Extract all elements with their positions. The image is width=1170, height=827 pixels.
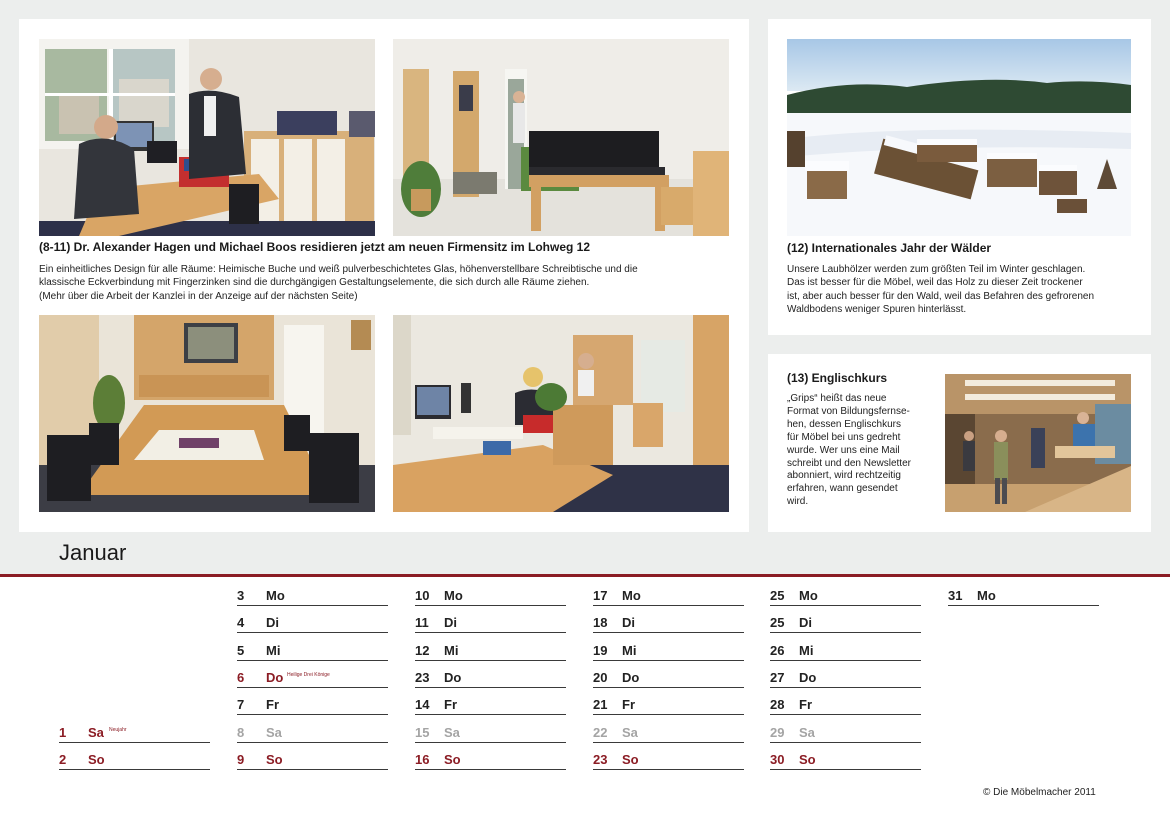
calendar-day bbox=[237, 750, 388, 770]
calendar-day bbox=[415, 613, 566, 633]
day-number: 4 bbox=[237, 615, 245, 630]
calendar-day bbox=[237, 641, 388, 661]
day-weekday: Mi bbox=[444, 643, 459, 658]
day-weekday: Sa bbox=[799, 725, 815, 740]
day-number: 15 bbox=[415, 725, 430, 740]
day-number: 25 bbox=[770, 615, 785, 630]
calendar-day bbox=[593, 586, 744, 606]
photo-entrance-bench bbox=[393, 39, 729, 236]
english-caption-line: wurde. Wer uns eine Mail bbox=[787, 444, 900, 456]
main-photo-panel bbox=[19, 19, 749, 532]
calendar-day bbox=[593, 613, 744, 633]
english-caption-line: für Möbel bei uns gedreht bbox=[787, 431, 901, 443]
day-number: 27 bbox=[770, 670, 785, 685]
forest-caption-line: Das ist besser für die Möbel, weil das Holz zu dieser Zeit trockener bbox=[787, 277, 1083, 289]
calendar-day bbox=[770, 586, 921, 606]
english-caption-line: abonniert, wird rechtzeitig bbox=[787, 470, 901, 482]
calendar-day bbox=[593, 750, 744, 770]
calendar-day bbox=[237, 613, 388, 633]
calendar-day bbox=[770, 750, 921, 770]
calendar-day bbox=[770, 668, 921, 688]
day-weekday: Di bbox=[622, 615, 635, 630]
day-weekday: Di bbox=[266, 615, 279, 630]
photo-conference-room bbox=[39, 315, 375, 512]
day-number: 28 bbox=[770, 697, 785, 712]
day-weekday: Mo bbox=[977, 588, 996, 603]
day-number: 5 bbox=[237, 643, 245, 658]
day-number: 7 bbox=[237, 697, 245, 712]
month-divider bbox=[0, 574, 1170, 577]
holiday-note: Neujahr bbox=[109, 727, 127, 733]
calendar-day bbox=[415, 586, 566, 606]
day-weekday: Di bbox=[444, 615, 457, 630]
calendar-day bbox=[415, 750, 566, 770]
calendar-day bbox=[237, 586, 388, 606]
day-weekday: Sa bbox=[88, 725, 104, 740]
calendar-day bbox=[593, 641, 744, 661]
english-caption-line: Format von Bildungsfernse- bbox=[787, 405, 910, 417]
main-caption-line: klassische Eckverbindung mit Fingerzinken sind die durchgängigen Gestaltungselemente, die sich durch alle Räume ziehen. bbox=[39, 277, 590, 289]
forest-caption-title: (12) Internationales Jahr der Wälder bbox=[787, 241, 992, 255]
forest-panel bbox=[768, 19, 1151, 335]
day-weekday: So bbox=[88, 752, 105, 767]
day-weekday: Do bbox=[622, 670, 640, 685]
day-number: 18 bbox=[593, 615, 608, 630]
day-number: 12 bbox=[415, 643, 430, 658]
day-number: 25 bbox=[770, 588, 785, 603]
day-number: 17 bbox=[593, 588, 608, 603]
copyright: © Die Möbelmacher 2011 bbox=[983, 787, 1096, 798]
holiday-note: Heilige Drei Könige bbox=[287, 672, 330, 678]
day-weekday: Mi bbox=[622, 643, 637, 658]
day-number: 6 bbox=[237, 670, 245, 685]
day-number: 14 bbox=[415, 697, 430, 712]
day-number: 23 bbox=[415, 670, 430, 685]
day-weekday: So bbox=[266, 752, 283, 767]
calendar-day bbox=[770, 613, 921, 633]
english-caption-title: (13) Englischkurs bbox=[787, 371, 888, 385]
english-caption-line: erfahren, wann gesendet bbox=[787, 483, 898, 495]
calendar-day bbox=[770, 641, 921, 661]
day-weekday: Fr bbox=[622, 697, 635, 712]
forest-caption-line: ist, aber auch besser für den Wald, weil das Befahren des gefrorenen bbox=[787, 290, 1095, 302]
month-title: Januar bbox=[59, 540, 127, 565]
day-number: 22 bbox=[593, 725, 608, 740]
day-number: 30 bbox=[770, 752, 785, 767]
day-number: 10 bbox=[415, 588, 430, 603]
main-caption-line: Ein einheitliches Design für alle Räume: Heimische Buche und weiß pulverbeschichtetes Glas, höhenverstellbare Schreibtische und die bbox=[39, 264, 638, 275]
day-weekday: Mo bbox=[444, 588, 463, 603]
english-course-panel bbox=[768, 354, 1151, 532]
calendar-day bbox=[770, 695, 921, 715]
calendar-day bbox=[593, 695, 744, 715]
day-number: 23 bbox=[593, 752, 608, 767]
day-number: 19 bbox=[593, 643, 608, 658]
day-weekday: Fr bbox=[266, 697, 279, 712]
photo-office-two-men bbox=[39, 39, 375, 236]
day-number: 16 bbox=[415, 752, 430, 767]
english-caption-line: schreibt und den Newsletter bbox=[787, 457, 911, 469]
day-number: 29 bbox=[770, 725, 785, 740]
day-weekday: Di bbox=[799, 615, 812, 630]
day-number: 2 bbox=[59, 752, 67, 767]
english-caption-body bbox=[787, 393, 937, 509]
day-weekday: So bbox=[622, 752, 639, 767]
day-weekday: Sa bbox=[622, 725, 638, 740]
day-number: 26 bbox=[770, 643, 785, 658]
calendar-day bbox=[415, 668, 566, 688]
day-weekday: Mi bbox=[266, 643, 281, 658]
day-number: 31 bbox=[948, 588, 963, 603]
day-number: 9 bbox=[237, 752, 245, 767]
day-weekday: Fr bbox=[444, 697, 457, 712]
day-weekday: Do bbox=[444, 670, 462, 685]
calendar-day bbox=[415, 723, 566, 743]
day-number: 3 bbox=[237, 588, 245, 603]
calendar-day bbox=[415, 695, 566, 715]
calendar-day bbox=[59, 723, 210, 743]
day-number: 21 bbox=[593, 697, 608, 712]
day-number: 11 bbox=[415, 615, 429, 630]
calendar-day bbox=[59, 750, 210, 770]
day-weekday: Fr bbox=[799, 697, 812, 712]
english-caption-line: hen, dessen Englischkurs bbox=[787, 418, 901, 430]
day-number: 8 bbox=[237, 725, 245, 740]
calendar-day bbox=[948, 586, 1099, 606]
day-weekday: Do bbox=[266, 670, 284, 685]
day-weekday: So bbox=[444, 752, 461, 767]
main-caption-title: (8-11) Dr. Alexander Hagen und Michael Boos residieren jetzt am neuen Firmensitz im Lohweg 12 bbox=[39, 240, 591, 254]
forest-caption-line: Waldbodens weniger Spuren hinterlässt. bbox=[787, 304, 967, 316]
day-weekday: Do bbox=[799, 670, 817, 685]
day-weekday: Mo bbox=[266, 588, 285, 603]
forest-caption-body bbox=[787, 263, 1137, 317]
calendar-day bbox=[593, 668, 744, 688]
day-weekday: So bbox=[799, 752, 816, 767]
calendar-day bbox=[593, 723, 744, 743]
calendar-day bbox=[237, 668, 388, 688]
calendar-day bbox=[770, 723, 921, 743]
english-caption-line: wird. bbox=[787, 496, 809, 508]
english-caption-line: „Grips“ heißt das neue bbox=[787, 393, 887, 404]
photo-snowy-timber-yard bbox=[787, 39, 1131, 236]
photo-workshop-filming bbox=[945, 374, 1131, 512]
calendar-day bbox=[237, 695, 388, 715]
day-weekday: Mo bbox=[799, 588, 818, 603]
day-number: 1 bbox=[59, 725, 67, 740]
calendar-day bbox=[237, 723, 388, 743]
photo-open-office bbox=[393, 315, 729, 512]
calendar-day bbox=[415, 641, 566, 661]
day-weekday: Mo bbox=[622, 588, 641, 603]
day-weekday: Mi bbox=[799, 643, 814, 658]
day-weekday: Sa bbox=[266, 725, 282, 740]
main-caption-body bbox=[39, 263, 739, 303]
forest-caption-line: Unsere Laubhölzer werden zum größten Teil im Winter geschlagen. bbox=[787, 264, 1086, 275]
main-caption-line: (Mehr über die Arbeit der Kanzlei in der Anzeige auf der nächsten Seite) bbox=[39, 290, 358, 302]
day-number: 20 bbox=[593, 670, 608, 685]
day-weekday: Sa bbox=[444, 725, 460, 740]
